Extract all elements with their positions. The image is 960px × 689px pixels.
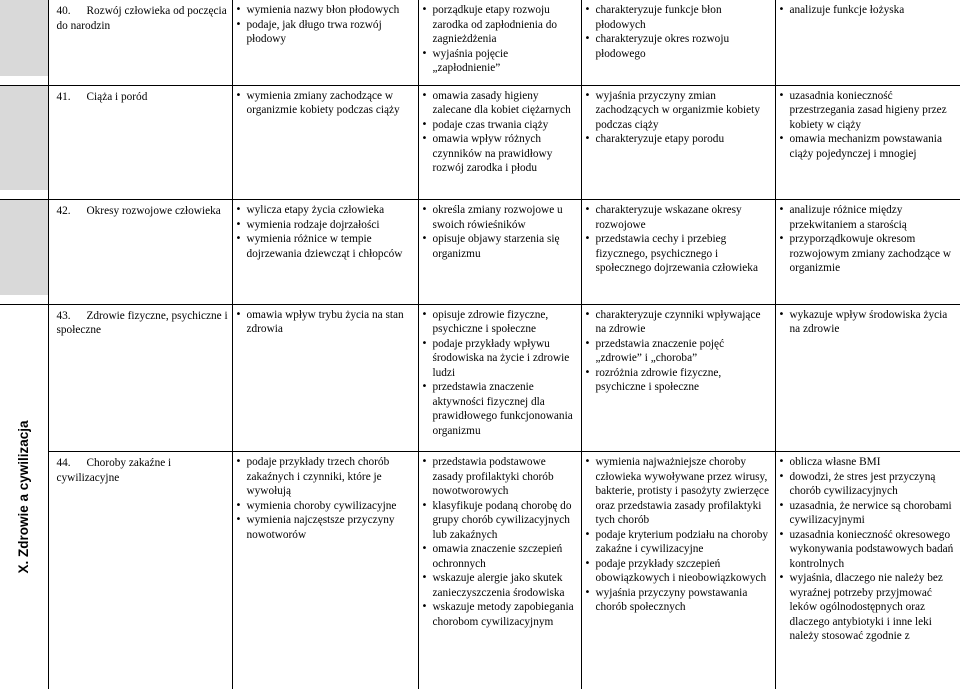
lesson-number: 41. — [57, 90, 87, 105]
requirements-level-2 — [419, 86, 581, 176]
requirement-item: • podaje czas trwania ciąży — [433, 118, 579, 133]
lesson-number: 40. — [57, 4, 87, 19]
requirement-item: • charakteryzuje funkcje błon płodowych — [596, 3, 773, 32]
requirements-level-3 — [582, 305, 775, 395]
requirements-level-1 — [233, 0, 418, 47]
requirement-item: • analizuje funkcje łożyska — [790, 3, 959, 18]
requirements-level-3 — [582, 200, 775, 276]
requirement-item: • przedstawia znaczenie pojęć „zdrowie” i „choroba” — [596, 337, 773, 366]
requirement-item: • przedstawia podstawowe zasady profilaktyki chorób nowotworowych — [433, 455, 579, 499]
requirement-item: • klasyfikuje podaną chorobę do grupy chorób cywilizacyjnych lub zakaźnych — [433, 499, 579, 543]
requirement-item: • podaje kryterium podziału na choroby zakaźne i cywilizacyjne — [596, 528, 773, 557]
requirement-item: • wyjaśnia przyczyny powstawania chorób społecznych — [596, 586, 773, 615]
requirement-item: • charakteryzuje wskazane okresy rozwojowe — [596, 203, 773, 232]
requirement-item: • przedstawia cechy i przebieg fizycznego, psychicznego i społecznego dojrzewania człowieka — [596, 232, 773, 276]
table-row — [0, 304, 960, 442]
requirement-item: • wyjaśnia przyczyny zmian zachodzących w organizmie kobiety podczas ciąży — [596, 89, 773, 133]
requirements-level-4 — [776, 0, 960, 18]
requirements-level-1 — [233, 452, 418, 542]
requirements-level-3 — [582, 0, 775, 61]
requirement-item: • wylicza etapy życia człowieka — [247, 203, 416, 218]
lesson-number: 44. — [57, 456, 87, 471]
requirements-level-2 — [419, 0, 581, 76]
requirement-item: • uzasadnia konieczność przestrzegania zasad higieny przez kobiety w ciąży — [790, 89, 959, 133]
requirement-item: • uzasadnia, że nerwice są chorobami cywilizacyjnymi — [790, 499, 959, 528]
requirement-item: • wymienia najważniejsze choroby człowieka wywoływane przez wirusy, bakterie, protisty i pasożyty zwierzęce oraz przedstawia zasady profilaktyki tych chorób — [596, 455, 773, 528]
requirements-level-2 — [419, 200, 581, 261]
requirement-item: • opisuje zdrowie fizyczne, psychiczne i społeczne — [433, 308, 579, 337]
requirement-item: • wyjaśnia, dlaczego nie należy bez wyraźnej potrzeby przyjmować leków ogólnodostępnych oraz dlaczego antybiotyki i inne leki należy stosować zgodnie z — [790, 571, 959, 644]
requirement-item: • wskazuje alergie jako skutek zanieczyszczenia środowiska — [433, 571, 579, 600]
requirement-item: • wyjaśnia pojęcie „zapłodnienie” — [433, 47, 579, 76]
requirement-item: • przyporządkowuje okresom rozwojowym zmiany zachodzące w organizmie — [790, 232, 959, 276]
table-row — [0, 452, 960, 689]
requirement-item: • wymienia choroby cywilizacyjne — [247, 499, 416, 514]
requirements-level-4 — [776, 305, 960, 337]
lesson-topic: Choroby zakaźne i cywilizacyjne — [57, 457, 172, 484]
lesson-topic: Okresy rozwojowe człowieka — [87, 205, 221, 217]
requirements-level-2 — [419, 305, 581, 439]
requirement-item: • oblicza własne BMI — [790, 455, 959, 470]
requirement-item: • podaje, jak długo trwa rozwój płodowy — [247, 18, 416, 47]
requirement-item: • uzasadnia konieczność okresowego wykonywania podstawowych badań kontrolnych — [790, 528, 959, 572]
table-row — [0, 0, 960, 76]
requirements-level-3 — [582, 86, 775, 147]
requirement-item: • wymienia nazwy błon płodowych — [247, 3, 416, 18]
requirement-item: • dowodzi, że stres jest przyczyną chorób cywilizacyjnych — [790, 470, 959, 499]
requirement-item: • rozróżnia zdrowie fizyczne, psychiczne i społeczne — [596, 366, 773, 395]
requirement-item: • wskazuje metody zapobiegania chorobom cywilizacyjnym — [433, 600, 579, 629]
lesson-topic: Ciąża i poród — [87, 91, 148, 103]
requirement-item: • omawia znaczenie szczepień ochronnych — [433, 542, 579, 571]
requirement-item: • omawia wpływ różnych czynników na prawidłowy rozwój zarodka i płodu — [433, 132, 579, 176]
requirement-item: • analizuje różnice między przekwitaniem a starością — [790, 203, 959, 232]
requirements-level-1 — [233, 86, 418, 118]
requirement-item: • omawia zasady higieny zalecane dla kobiet ciężarnych — [433, 89, 579, 118]
requirements-level-4 — [776, 86, 960, 162]
requirement-item: • porządkuje etapy rozwoju zarodka od zapłodnienia do zagnieżdżenia — [433, 3, 579, 47]
lesson-number: 43. — [57, 309, 87, 324]
lesson-topic: Rozwój człowieka od poczęcia do narodzin — [57, 5, 227, 32]
requirement-item: • podaje przykłady szczepień obowiązkowych i nieobowiązkowych — [596, 557, 773, 586]
table-row — [0, 200, 960, 295]
requirement-item: • podaje przykłady wpływu środowiska na życie i zdrowie ludzi — [433, 337, 579, 381]
table-row — [0, 85, 960, 190]
section-label: X. Zdrowie a cywilizacja — [17, 420, 32, 573]
requirement-item: • opisuje objawy starzenia się organizmu — [433, 232, 579, 261]
requirement-item: • podaje przykłady trzech chorób zakaźnych i czynniki, które je wywołują — [247, 455, 416, 499]
requirement-item: • omawia mechanizm powstawania ciąży pojedynczej i mnogiej — [790, 132, 959, 161]
lesson-topic: Zdrowie fizyczne, psychiczne i społeczne — [57, 310, 228, 337]
requirement-item: • wymienia zmiany zachodzące w organizmie kobiety podczas ciąży — [247, 89, 416, 118]
requirement-item: • wymienia rodzaje dojrzałości — [247, 218, 416, 233]
requirements-level-2 — [419, 452, 581, 629]
requirement-item: • wymienia różnice w tempie dojrzewania dziewcząt i chłopców — [247, 232, 416, 261]
requirements-level-4 — [776, 200, 960, 276]
requirement-item: • przedstawia znaczenie aktywności fizycznej dla prawidłowego funkcjonowania organizmu — [433, 380, 579, 438]
requirement-item: • omawia wpływ trybu życia na stan zdrowia — [247, 308, 416, 337]
requirement-item: • charakteryzuje etapy porodu — [596, 132, 773, 147]
lesson-number: 42. — [57, 204, 87, 219]
requirement-item: • charakteryzuje czynniki wpływające na zdrowie — [596, 308, 773, 337]
requirements-level-3 — [582, 452, 775, 615]
requirement-item: • wykazuje wpływ środowiska życia na zdrowie — [790, 308, 959, 337]
requirement-item: • charakteryzuje okres rozwoju płodowego — [596, 32, 773, 61]
requirements-level-1 — [233, 305, 418, 337]
requirements-level-4 — [776, 452, 960, 644]
requirement-item: • określa zmiany rozwojowe u swoich rówieśników — [433, 203, 579, 232]
requirements-level-1 — [233, 200, 418, 261]
requirement-item: • wymienia najczęstsze przyczyny nowotworów — [247, 513, 416, 542]
